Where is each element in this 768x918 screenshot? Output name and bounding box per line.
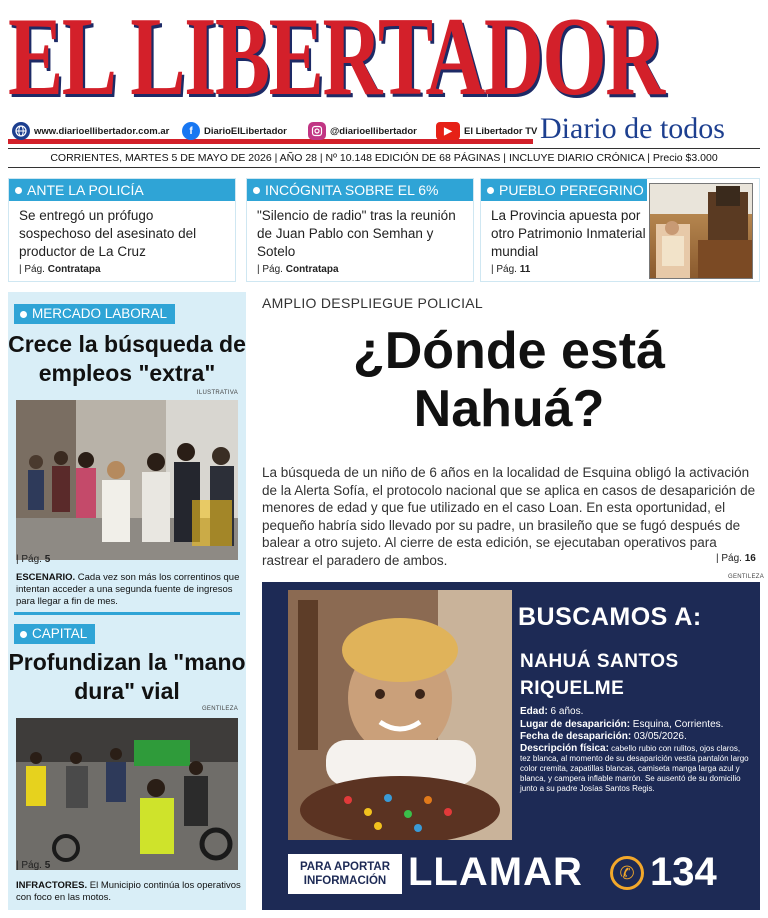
- caption-infractores: [16, 880, 242, 904]
- teaser-body: La Provincia apuesta por otro Patrimonio Inmaterial mundial: [491, 208, 646, 259]
- page-reference: [491, 264, 530, 275]
- page-ref-prefix: | Pág.: [16, 554, 42, 565]
- social-bar: [8, 120, 538, 144]
- missing-child-poster: [262, 582, 760, 910]
- cta-phone-number[interactable]: 134: [650, 850, 717, 894]
- youtube-icon: ▶: [436, 122, 460, 140]
- teaser-body: "Silencio de radio" tras la reunión de Juan Pablo con Semhan y Sotelo: [257, 208, 456, 259]
- website-link[interactable]: [12, 122, 169, 140]
- page-ref-prefix: | Pág.: [19, 264, 45, 275]
- caption-text: El Municipio continúa los operativos con foco en las motos.: [16, 880, 241, 903]
- cta-label: PARA APORTAR INFORMACIÓN: [288, 854, 402, 894]
- teaser-tag: [247, 179, 473, 201]
- teaser-pilgrim[interactable]: [480, 178, 760, 282]
- teaser-police[interactable]: [8, 178, 236, 282]
- teaser-tag: [9, 179, 235, 201]
- page-ref-number: 16: [744, 553, 756, 564]
- photo-credit: GENTILEZA: [728, 574, 765, 580]
- section-tag-mercado: [14, 304, 175, 324]
- main-body: La búsqueda de un niño de 6 años en la localidad de Esquina obligó la activación de la Alerta Sofía, el protocolo nacional que se aplica en casos de desaparición de menores de edad y que fue utilizado en el caso Loan. En esta oportunidad, el pequeño habría sido llevado por su padre, un brasileño que se fugó después de balear a otro sujeto. Al cierre de esta edición, se ejecutaban operativos para rastrear el paradero de ambos.: [262, 465, 756, 568]
- page-ref-number: 5: [44, 554, 51, 565]
- instagram-label: @diarioellibertador: [330, 125, 417, 137]
- facebook-label: DiarioElLibertador: [204, 125, 287, 137]
- detail-place: [520, 719, 752, 732]
- page-ref-number: Contratapa: [285, 264, 339, 275]
- bullet-icon: [253, 187, 260, 194]
- page-ref-prefix: | Pág.: [716, 553, 742, 564]
- page-ref-prefix: | Pág.: [16, 860, 42, 871]
- caption-text: Cada vez son más los correntinos que intentan acceder a una segunda fuente de ingresos para llegar a fin de mes.: [16, 572, 240, 607]
- missing-child-details: [520, 706, 752, 794]
- youtube-label: El Libertador TV: [464, 125, 538, 137]
- dateline: CORRIENTES, MARTES 5 DE MAYO DE 2026 | AÑO 28 | Nº 10.148 EDICIÓN DE 68 PÁGINAS | INCLUYE DIARIO CRÓNICA | Precio $3.000: [8, 148, 760, 168]
- teaser-photo: [649, 183, 753, 279]
- photo-credit: GENTILEZA: [201, 706, 238, 712]
- headline-empleos[interactable]: Crece la búsqueda de empleos "extra": [8, 331, 246, 386]
- website-label: www.diarioellibertador.com.ar: [34, 125, 170, 137]
- page-ref-number: Contratapa: [47, 264, 101, 275]
- detail-age: [520, 706, 752, 719]
- facebook-link[interactable]: [182, 122, 287, 140]
- bullet-icon: [487, 187, 494, 194]
- masthead: [0, 0, 768, 150]
- detail-value: 6 años.: [547, 706, 584, 717]
- bullet-icon: [15, 187, 22, 194]
- section-tag-label: MERCADO LABORAL: [32, 306, 168, 321]
- main-kicker: AMPLIO DESPLIEGUE POLICIAL: [262, 295, 483, 311]
- child-photo: [288, 590, 512, 840]
- section-tag-capital: [14, 624, 95, 644]
- detail-value: Esquina, Corrientes.: [630, 718, 724, 730]
- detail-label: Edad:: [520, 706, 548, 717]
- page-reference: [257, 264, 339, 275]
- headline-mano-dura[interactable]: Profundizan la "mano dura" vial: [8, 649, 246, 704]
- page-ref-prefix: | Pág.: [491, 264, 517, 275]
- page-reference: [16, 554, 50, 565]
- teaser-body: Se entregó un prófugo sospechoso del asesinato del productor de La Cruz: [19, 208, 197, 259]
- teaser-tag-label: ANTE LA POLICÍA: [27, 182, 144, 198]
- detail-label: Descripción física:: [520, 742, 609, 754]
- globe-icon: [12, 122, 30, 140]
- detail-value: cabello rubio con rulitos, ojos claros, tez blanca, al momento de su desaparición vestía pantalón largo color cremita, zapatillas blancas, camiseta manga larga azul y blanca, y campera inflable marrón. Se ausentó de su domicilio junto a su padre Josías Santos Regis.: [520, 743, 749, 793]
- left-column: [8, 292, 246, 910]
- newspaper-title: EL LIBERTADOR: [8, 0, 664, 119]
- bullet-icon: [20, 311, 27, 318]
- page-ref-number: 5: [44, 860, 51, 871]
- youtube-link[interactable]: [436, 122, 537, 140]
- section-tag-label: CAPITAL: [32, 626, 88, 641]
- queue-photo: [16, 400, 238, 560]
- teaser-tag-label: INCÓGNITA SOBRE EL 6%: [265, 182, 439, 198]
- instagram-icon: [308, 122, 326, 140]
- caption-escenario: [16, 572, 242, 608]
- caption-lead: INFRACTORES.: [16, 880, 88, 891]
- page-reference: [16, 860, 50, 871]
- caption-lead: ESCENARIO.: [16, 572, 76, 583]
- page-ref-prefix: | Pág.: [257, 264, 283, 275]
- detail-value: 03/05/2026.: [631, 731, 687, 742]
- detail-description: [520, 744, 752, 794]
- teaser-tag: [481, 179, 647, 201]
- bullet-icon: [20, 631, 27, 638]
- page-reference: [716, 553, 756, 564]
- detail-label: Lugar de desaparición:: [520, 718, 631, 730]
- cta-call: LLAMAR: [408, 850, 583, 894]
- poster-title: BUSCAMOS A:: [518, 603, 702, 631]
- page-reference: [19, 264, 101, 275]
- page-ref-number: 11: [519, 264, 531, 275]
- section-divider: [14, 612, 240, 615]
- detail-label: Fecha de desaparición:: [520, 731, 632, 742]
- phone-icon: ✆: [610, 856, 644, 890]
- photo-credit: ILUSTRATIVA: [196, 390, 238, 396]
- teaser-incognita[interactable]: [246, 178, 474, 282]
- traffic-photo: [16, 718, 238, 870]
- instagram-link[interactable]: [308, 122, 417, 140]
- main-headline[interactable]: ¿Dónde está Nahuá?: [352, 322, 666, 438]
- teaser-tag-label: PUEBLO PEREGRINO: [499, 182, 644, 198]
- facebook-icon: f: [182, 122, 200, 140]
- slogan: Diario de todos: [540, 112, 725, 145]
- missing-child-name: NAHUÁ SANTOS RIQUELME: [520, 651, 679, 699]
